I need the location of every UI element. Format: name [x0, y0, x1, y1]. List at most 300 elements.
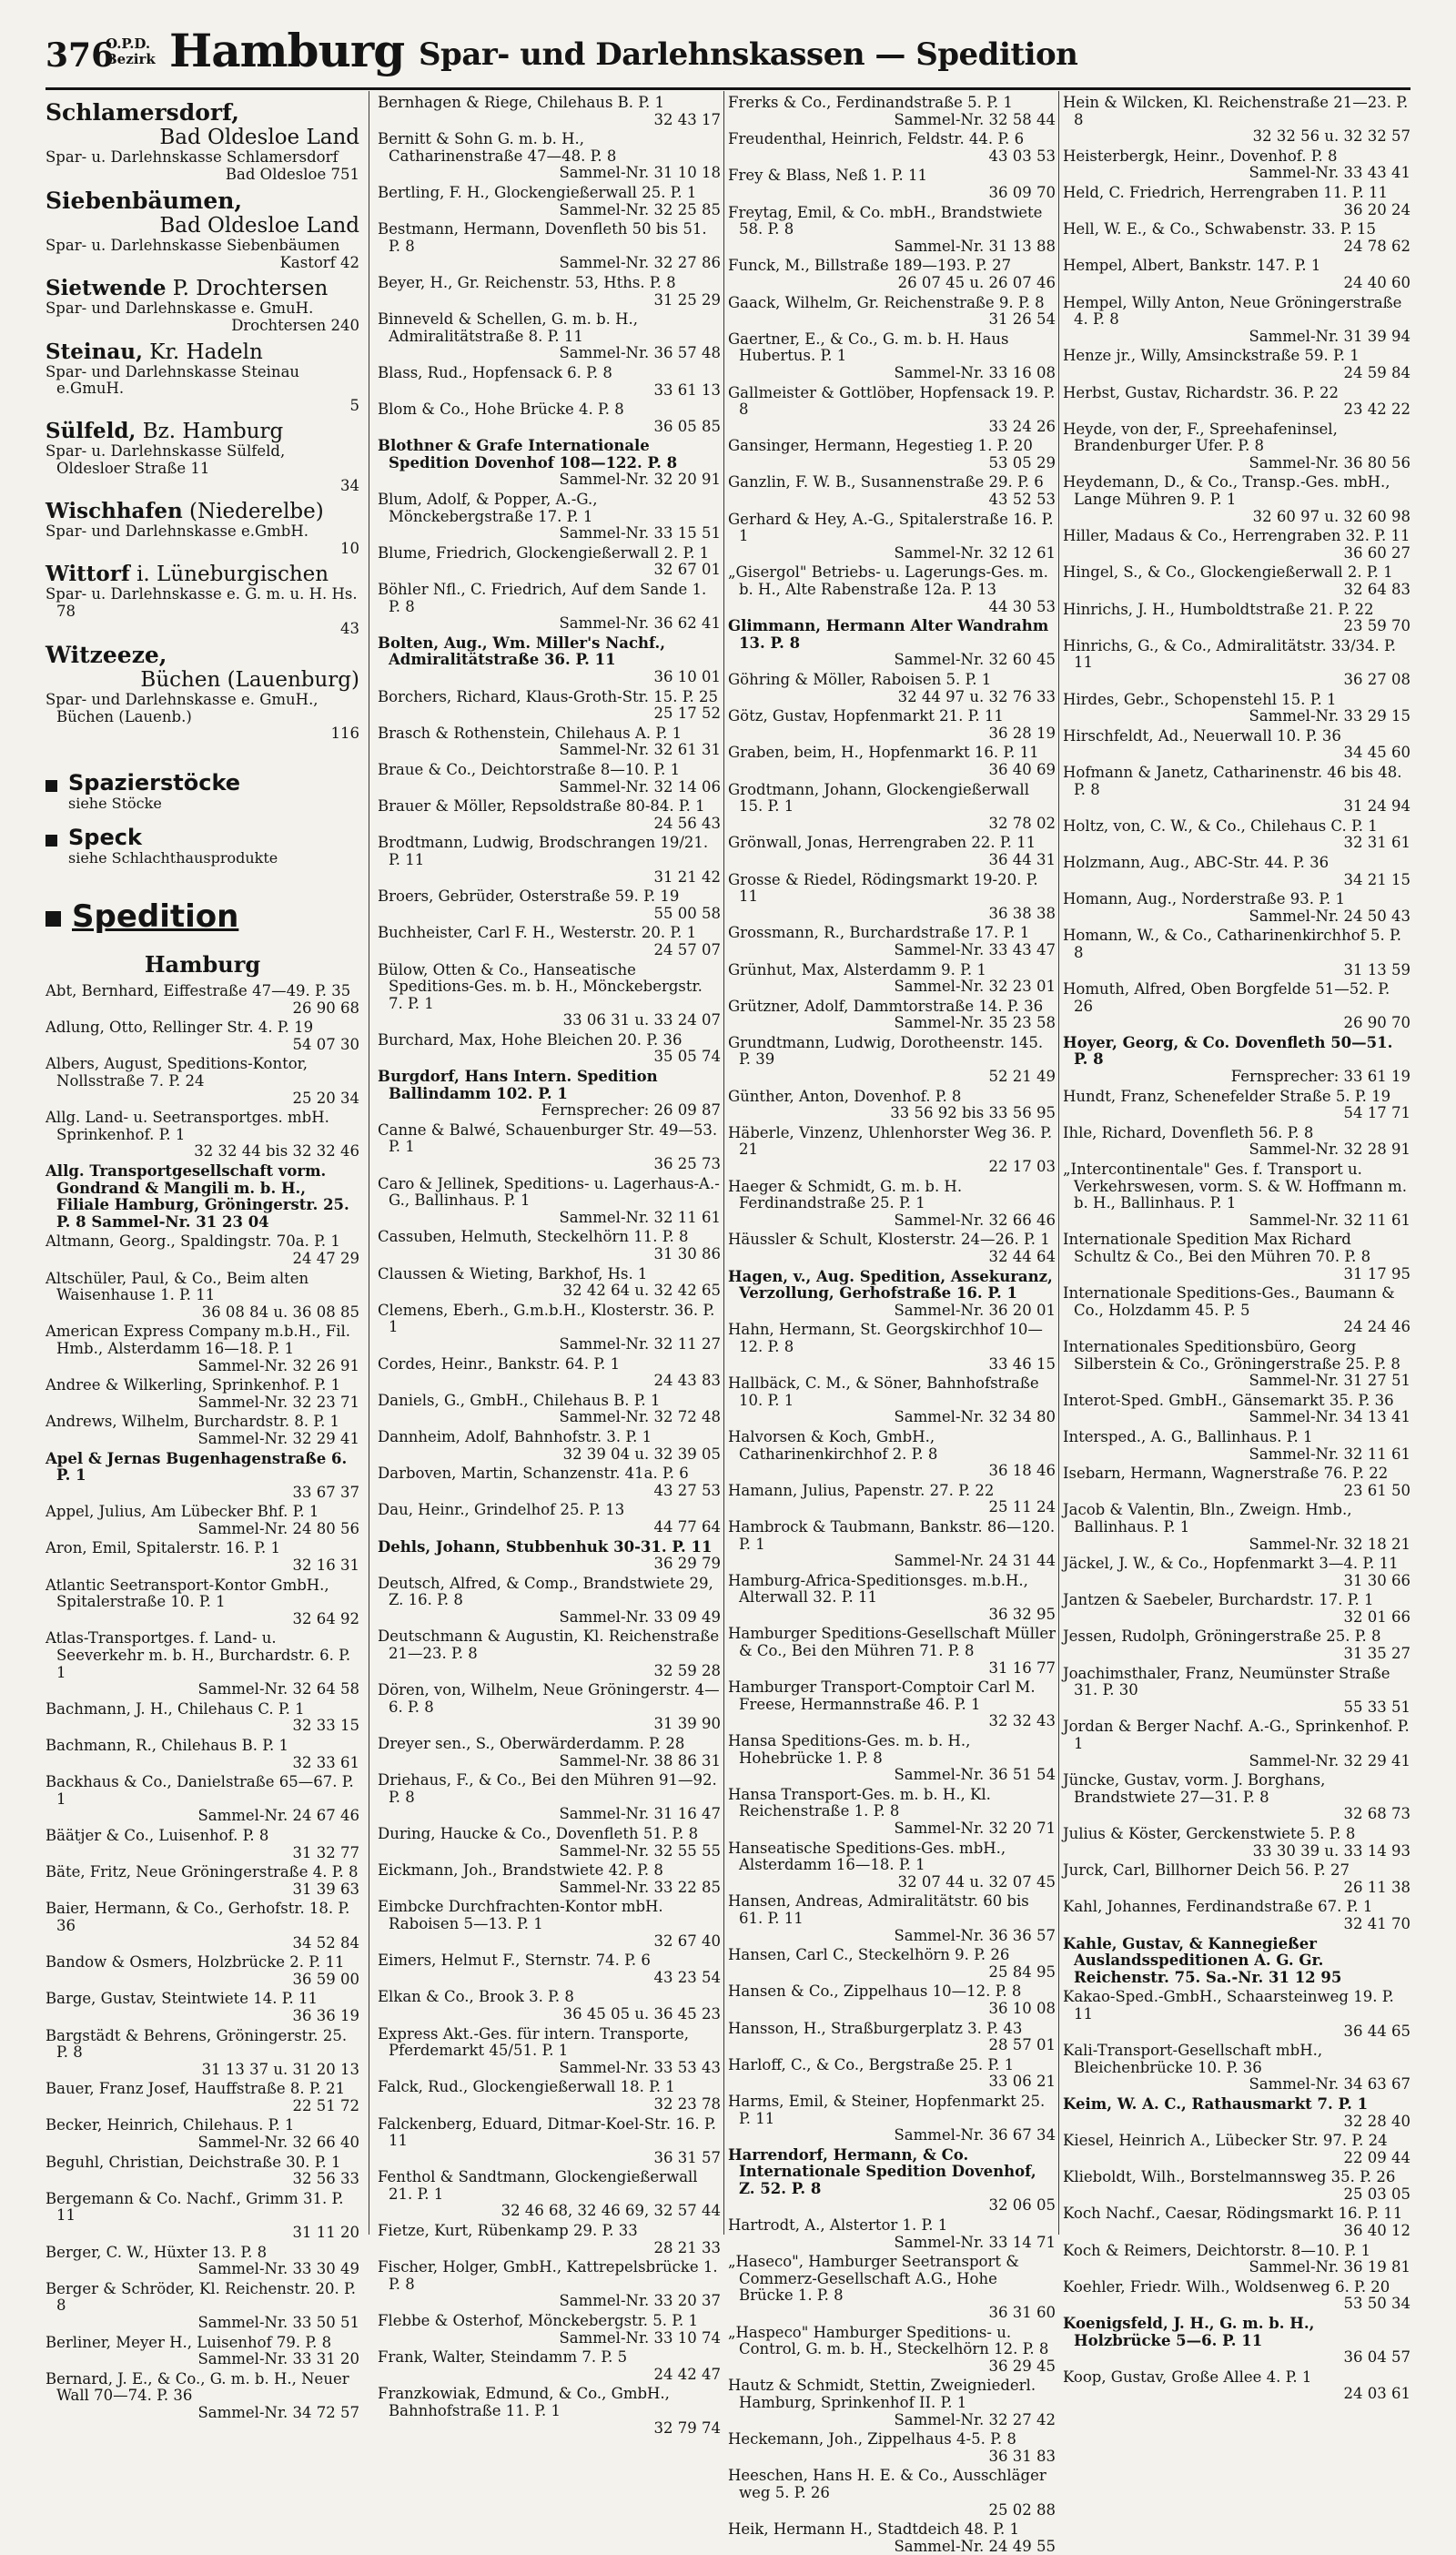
directory-entry [378, 725, 721, 759]
entry-text: Koop, Gustav, Große Allee 4. P. 1 [1063, 2367, 1312, 2386]
entry-phone: 36 25 73 [653, 1155, 721, 1173]
place-name: Sülfeld, [46, 419, 136, 444]
entry-text: Beguhl, Christian, Deichstraße 30. P. 1 [46, 2153, 341, 2171]
entry-phone: 32 43 17 [653, 110, 721, 128]
entry-phone: Sammel-Nr. 36 62 41 [559, 614, 721, 633]
entry-text: Koehler, Friedr. Wilh., Woldsenweg 6. P. 20 [1063, 2277, 1390, 2296]
entry-phone: 35 05 74 [653, 1048, 721, 1066]
entry-text: Homann, Aug., Norderstraße 93. P. 1 [1063, 890, 1345, 908]
entry-phone: Sammel-Nr. 32 11 61 [559, 1208, 721, 1226]
entry-phone: 24 56 43 [653, 814, 721, 832]
entry-text: Ihle, Richard, Dovenfleth 56. P. 8 [1063, 1123, 1314, 1141]
entry-text: Bülow, Otten & Co., Hanseatische Speditions-Ges. m. b. H., Mönckebergstr. 7. P. 1 [378, 960, 703, 1012]
entry-phone: Sammel-Nr. 32 66 40 [197, 2134, 359, 2152]
column-3 [728, 94, 1057, 2555]
directory-entry [378, 2079, 721, 2113]
entry-phone: Sammel-Nr. 33 30 49 [197, 2260, 359, 2278]
entry-phone: 31 35 27 [1343, 1645, 1410, 1663]
entry-phone: 25 03 05 [1343, 2185, 1410, 2203]
directory-entry [728, 1125, 1056, 1176]
entry-phone: Sammel-Nr. 24 50 43 [1249, 907, 1410, 925]
entry-phone: 26 90 68 [292, 999, 359, 1017]
entry-text: Heckemann, Joh., Zippelhaus 4-5. P. 8 [728, 2430, 1016, 2449]
directory-entry [378, 1952, 721, 1986]
entry-text: Bertling, F. H., Glockengießerwall 25. P. 1 [378, 183, 697, 201]
directory-entry [728, 205, 1056, 256]
entry-phone: 32 68 73 [1343, 1805, 1410, 1823]
directory-entry [378, 1122, 721, 1173]
directory-entry [378, 401, 721, 435]
directory-entry [378, 545, 721, 579]
bullet-square-icon [46, 835, 57, 847]
entry-phone: Sammel-Nr. 33 22 85 [559, 1878, 721, 1896]
entry-text: Albers, August, Speditions-Kontor, Nollsstraße 7. P. 24 [46, 1055, 308, 1090]
directory-entry [728, 782, 1056, 833]
entry-text: Daniels, G., GmbH., Chilehaus B. P. 1 [378, 1391, 661, 1409]
entry-phone: 31 25 29 [653, 290, 721, 309]
directory-entry [46, 1991, 359, 2024]
directory-entry [728, 1840, 1056, 1891]
entry-text: „Gisergol" Betriebs- u. Lagerungs-Ges. m. b. H., Alte Rabenstraße 12a. P. 13 [728, 563, 1048, 599]
entry-text: Eickmann, Joh., Brandstwiete 42. P. 8 [378, 1861, 663, 1880]
entry-text: Fietze, Kurt, Rübenkamp 29. P. 33 [378, 2222, 638, 2240]
directory-entry [728, 2021, 1056, 2054]
entry-phone: 36 31 57 [653, 2148, 721, 2166]
entry-phone: 36 29 79 [653, 1555, 721, 1573]
header-title: Spar- und Darlehnskassen — Spedition [419, 36, 1078, 73]
entry-text: Abt, Bernhard, Eiffestraße 47—49. P. 35 [46, 982, 351, 1000]
entry-phone: 32 64 92 [292, 1609, 359, 1627]
directory-entry [378, 1772, 721, 1823]
directory-entry [728, 1483, 1056, 1516]
directory-entry [728, 618, 1056, 669]
entry-phone: Sammel-Nr. 33 16 08 [894, 363, 1056, 381]
directory-entry [46, 1019, 359, 1053]
entry-phone: Sammel-Nr. 32 60 45 [894, 651, 1056, 669]
directory-entry [46, 2155, 359, 2188]
entry-phone: 32 56 33 [292, 2170, 359, 2188]
entry-phone: 44 30 53 [988, 597, 1056, 615]
entry-phone: 32 31 61 [1343, 834, 1410, 852]
page-number: 376 [46, 36, 115, 75]
entry-text: Barge, Gustav, Steintwiete 14. P. 11 [46, 1990, 318, 2008]
entry-phone: Sammel-Nr. 32 18 21 [1249, 1535, 1410, 1553]
entry-phone: 32 44 97 u. 32 76 33 [897, 687, 1056, 705]
directory-entry [46, 1954, 359, 1988]
entry-list [728, 95, 1056, 2555]
entry-phone: 24 43 83 [653, 1372, 721, 1390]
directory-entry [378, 1303, 721, 1354]
entry-text: Häussler & Schult, Klosterstr. 24—26. P. 1 [728, 1231, 1050, 1249]
directory-entry [1063, 928, 1410, 978]
entry-text: Heisterbergk, Heinr., Dovenhof. P. 8 [1063, 147, 1338, 165]
entry-phone: Sammel-Nr. 33 53 43 [559, 2058, 721, 2076]
directory-entry [1063, 185, 1410, 218]
entry-phone: Sammel-Nr. 32 11 27 [559, 1334, 721, 1353]
section-spedition [46, 898, 359, 935]
entry-phone: Sammel-Nr. 32 29 41 [1249, 1751, 1410, 1769]
entry-phone: Sammel-Nr. 36 19 81 [1249, 2258, 1410, 2276]
place-block [46, 500, 359, 557]
entry-text: Heik, Hermann H., Stadtdeich 48. P. 1 [728, 2520, 1019, 2539]
entry-phone: 26 90 70 [1343, 1014, 1410, 1032]
entry-text: Grünhut, Max, Alsterdamm 9. P. 1 [728, 960, 986, 978]
entry-phone: 32 44 64 [988, 1248, 1056, 1265]
entry-text: „Intercontinentale" Ges. f. Transport u. Verkehrswesen, vorm. S. & W. Hoffmann m. b. H., Ballinhaus. P. 1 [1063, 1161, 1407, 1212]
directory-entry [378, 798, 721, 832]
entry-text: Funck, M., Billstraße 189—193. P. 27 [728, 257, 1012, 275]
entry-text: Bauer, Franz Josef, Hauffstraße 8. P. 21 [46, 2080, 346, 2098]
entry-phone: 25 02 88 [988, 2500, 1056, 2519]
entry-phone: 36 40 12 [1343, 2222, 1410, 2240]
entry-text: Grützner, Adolf, Dammtorstraße 14. P. 36 [728, 997, 1044, 1015]
directory-entry [1063, 2279, 1410, 2313]
institution-name: Spar- u. Darlehnskasse Schlamersdorf [46, 148, 339, 166]
entry-text: Atlas-Transportges. f. Land- u. Seeverkehr m. b. H., Burchardstr. 6. P. 1 [46, 1629, 351, 1681]
directory-entry [378, 1539, 721, 1573]
directory-entry [1063, 855, 1410, 888]
directory-entry [46, 1271, 359, 1322]
entry-text: Graben, beim, H., Hopfenmarkt 16. P. 11 [728, 744, 1039, 762]
entry-phone: Sammel-Nr. 32 29 41 [197, 1429, 359, 1447]
directory-entry [728, 2521, 1056, 2555]
directory-entry [46, 1056, 359, 1107]
entry-text: Dau, Heinr., Grindelhof 25. P. 13 [378, 1501, 625, 1519]
entry-text: Hirschfeldt, Ad., Neuerwall 10. P. 36 [1063, 726, 1341, 745]
entry-text: Hinrichs, G., & Co., Admiralitätstr. 33/34. P. 11 [1063, 636, 1397, 672]
entry-text: Franzkowiak, Edmund, & Co., GmbH., Bahnhofstraße 11. P. 1 [378, 2385, 670, 2419]
directory-entry [1063, 1826, 1410, 1860]
entry-phone: 54 07 30 [292, 1035, 359, 1053]
directory-entry [378, 635, 721, 686]
directory-entry [378, 95, 721, 128]
entry-text: Böhler Nfl., C. Friedrich, Auf dem Sande 1. P. 8 [378, 581, 707, 615]
entry-text: Freytag, Emil, & Co. mbH., Brandstwiete 58. P. 8 [728, 203, 1043, 238]
see-reference: siehe Schlachthausprodukte [68, 849, 278, 867]
place-heading [46, 277, 359, 300]
entry-text: Fischer, Holger, GmbH., Kattrepelsbrücke 1. P. 8 [378, 2258, 718, 2293]
directory-entry [46, 1323, 359, 1374]
entry-text: Burgdorf, Hans Intern. Spedition Ballindamm 102. P. 1 [378, 1068, 658, 1102]
directory-entry [1063, 1989, 1410, 2040]
directory-entry [728, 2147, 1056, 2215]
entry-phone: 28 21 33 [653, 2238, 721, 2256]
entry-text: Hinrichs, J. H., Humboldtstraße 21. P. 22 [1063, 600, 1374, 618]
directory-entry [378, 888, 721, 922]
entry-phone: Sammel-Nr. 33 15 51 [559, 524, 721, 542]
place-heading [46, 563, 359, 586]
entry-phone: 36 40 69 [988, 760, 1056, 778]
entry-text: Bachmann, J. H., Chilehaus C. P. 1 [46, 1699, 305, 1718]
entry-text: Hirdes, Gebr., Schopenstehl 15. P. 1 [1063, 690, 1337, 708]
entry-text: Driehaus, F., & Co., Bei den Mühren 91—92. P. 8 [378, 1771, 717, 1806]
phone-number: Bad Oldesloe 751 [225, 165, 359, 183]
place-heading [46, 500, 359, 523]
entry-text: Hundt, Franz, Schenefelder Straße 5. P. 19 [1063, 1087, 1391, 1105]
entry-text: American Express Company m.b.H., Fil. Hmb., Alsterdamm 16—18. P. 1 [46, 1323, 351, 1357]
directory-entry [728, 999, 1056, 1032]
entry-text: Gansinger, Hermann, Hegestieg 1. P. 20 [728, 437, 1033, 455]
header-city: Hamburg [169, 24, 405, 77]
entry-text: Brasch & Rothenstein, Chilehaus A. P. 1 [378, 724, 682, 742]
directory-entry [46, 2245, 359, 2278]
entry-phone: 36 27 08 [1343, 671, 1410, 688]
entry-text: Joachimsthaler, Franz, Neumünster Straße 31. P. 30 [1063, 1664, 1390, 1699]
entry-text: Häberle, Vinzenz, Uhlenhorster Weg 36. P. 21 [728, 1123, 1053, 1159]
institution-name: Spar- und Darlehnskasse Steinau e.GmuH. [46, 362, 300, 398]
phone-number: 10 [340, 539, 359, 557]
directory-entry [728, 295, 1056, 329]
entry-phone: Sammel-Nr. 34 13 41 [1249, 1408, 1410, 1426]
entry-phone: 36 45 05 u. 36 45 23 [562, 2004, 721, 2023]
directory-entry [728, 2468, 1056, 2519]
entry-phone: 24 42 47 [653, 2365, 721, 2383]
entry-phone: Sammel-Nr. 32 23 71 [197, 1393, 359, 1411]
entry-phone: Sammel-Nr. 36 20 01 [894, 1301, 1056, 1319]
entry-phone: 32 32 44 bis 32 32 46 [194, 1142, 359, 1161]
entry-text: Grossmann, R., Burchardstraße 17. P. 1 [728, 924, 1030, 942]
directory-entry [1063, 2205, 1410, 2239]
entry-phone: 22 17 03 [988, 1158, 1056, 1176]
directory-entry [378, 2169, 721, 2220]
entry-text: Bernhagen & Riege, Chilehaus B. P. 1 [378, 94, 665, 111]
directory-entry [1063, 638, 1410, 689]
entry-phone: Sammel-Nr. 32 34 80 [894, 1408, 1056, 1426]
entry-phone: 32 42 64 u. 32 42 65 [562, 1282, 721, 1300]
directory-entry [378, 1862, 721, 1896]
entry-phone: Sammel-Nr. 32 58 44 [894, 110, 1056, 128]
directory-entry [728, 1947, 1056, 1981]
directory-entry [46, 1163, 359, 1231]
entry-phone: 24 59 84 [1343, 363, 1410, 381]
directory-entry [1063, 95, 1410, 146]
entry-phone: 31 17 95 [1343, 1264, 1410, 1283]
entry-text: Berger, C. W., Hüxter 13. P. 8 [46, 2243, 268, 2261]
directory-entry [1063, 528, 1410, 562]
place-block [46, 420, 359, 494]
entry-phone: 24 24 46 [1343, 1318, 1410, 1336]
entry-phone: 31 30 86 [653, 1245, 721, 1262]
entry-phone: Sammel-Nr. 31 16 47 [559, 1805, 721, 1823]
entry-phone: Sammel-Nr. 33 10 74 [559, 2328, 721, 2347]
entry-text: Homann, W., & Co., Catharinenkirchhof 5. P. 8 [1063, 927, 1401, 961]
directory-entry [1063, 148, 1410, 182]
entry-text: Bestmann, Hermann, Dovenfleth 50 bis 51. P. 8 [378, 220, 707, 255]
column-divider [723, 91, 724, 2235]
entry-phone: 33 61 13 [653, 380, 721, 399]
section-title: Speck [68, 825, 142, 851]
entry-phone: Sammel-Nr. 35 23 58 [894, 1014, 1056, 1032]
entry-phone: 36 10 01 [653, 668, 721, 685]
entry-phone: 24 57 07 [653, 940, 721, 958]
phone-number: 116 [330, 725, 359, 743]
directory-entry [378, 185, 721, 218]
entry-text: Hautz & Schmidt, Stettin, Zweigniederl. Hamburg, Sprinkenhof II. P. 1 [728, 2377, 1036, 2411]
entry-text: Holtz, von, C. W., & Co., Chilehaus C. P. 1 [1063, 816, 1378, 835]
entry-phone: Sammel-Nr. 32 61 31 [559, 741, 721, 759]
directory-entry [46, 2281, 359, 2332]
city-heading: Hamburg [144, 951, 261, 978]
directory-entry [378, 492, 721, 542]
directory-entry [1063, 1936, 1410, 1987]
directory-entry [728, 95, 1056, 128]
place-name: Steinau, [46, 339, 143, 364]
directory-entry [728, 1375, 1056, 1426]
entry-text: Internationales Speditionsbüro, Georg Silberstein & Co., Gröningerstraße 25. P. 8 [1063, 1337, 1400, 1373]
entry-phone: Sammel-Nr. 36 36 57 [894, 1926, 1056, 1944]
directory-entry [728, 708, 1056, 742]
directory-entry [46, 2081, 359, 2114]
entry-text: Bandow & Osmers, Holzbrücke 2. P. 11 [46, 1953, 345, 1972]
entry-text: Hempel, Willy Anton, Neue Gröningerstraße 4. P. 8 [1063, 293, 1402, 329]
entry-text: Dören, von, Wilhelm, Neue Gröningerstr. 4—6. P. 8 [378, 1681, 720, 1716]
directory-entry [1063, 2243, 1410, 2276]
directory-entry [378, 2386, 721, 2437]
directory-entry [378, 689, 721, 723]
entry-text: Klieboldt, Wilh., Borstelmannsweg 35. P. 26 [1063, 2168, 1396, 2186]
entry-text: Internationale Spedition Max Richard Schultz & Co., Bei den Mühren 70. P. 8 [1063, 1231, 1371, 1265]
entry-phone: 55 33 51 [1343, 1698, 1410, 1716]
entry-text: Jessen, Rudolph, Gröningerstraße 25. P. 8 [1063, 1627, 1381, 1646]
entry-text: Interot-Sped. GmbH., Gänsemarkt 35. P. 36 [1063, 1391, 1394, 1409]
entry-text: Darboven, Martin, Schanzenstr. 41a. P. 6 [378, 1465, 689, 1483]
entry-phone: Fernsprecher: 26 09 87 [541, 1101, 721, 1120]
directory-entry [46, 2335, 359, 2368]
entry-phone: Sammel-Nr. 33 20 37 [559, 2292, 721, 2310]
phone-number: 43 [340, 619, 359, 637]
entry-phone: 22 09 44 [1343, 2148, 1410, 2166]
entry-text: Brauer & Möller, Repsoldstraße 80-84. P. 1 [378, 797, 705, 816]
entry-list [1063, 95, 1410, 2403]
entry-phone: Sammel-Nr. 38 86 31 [559, 1751, 721, 1769]
entry-text: Caro & Jellinek, Speditions- u. Lagerhaus-A.-G., Ballinhaus. P. 1 [378, 1174, 720, 1210]
directory-entry [378, 1736, 721, 1769]
directory-entry [728, 2325, 1056, 2376]
directory-entry [728, 1269, 1056, 1320]
entry-text: Cassuben, Helmuth, Steckelhörn 11. P. 8 [378, 1228, 689, 1246]
directory-entry [46, 1774, 359, 1825]
entry-phone: 32 16 31 [292, 1556, 359, 1575]
directory-entry [46, 1504, 359, 1537]
entry-text: Hiller, Madaus & Co., Herrengraben 32. P. 11 [1063, 527, 1410, 545]
directory-entry [1063, 1592, 1410, 1626]
entry-text: Altmann, Georg., Spaldingstr. 70a. P. 1 [46, 1232, 340, 1251]
entry-text: Clemens, Eberh., G.m.b.H., Klosterstr. 36. P. 1 [378, 1301, 715, 1336]
entry-phone: 55 00 58 [653, 904, 721, 922]
entry-text: Allg. Land- u. Seetransportges. mbH. Sprinkenhof. P. 1 [46, 1109, 329, 1143]
entry-text: Gallmeister & Gottlöber, Hopfensack 19. P. 8 [728, 383, 1056, 419]
directory-entry [1063, 1089, 1410, 1122]
directory-entry [378, 1069, 721, 1120]
directory-entry [1063, 1232, 1410, 1283]
column-4 [1063, 94, 1410, 2403]
entry-phone: 34 21 15 [1343, 870, 1410, 888]
directory-entry [1063, 2043, 1410, 2094]
opd-label [106, 36, 156, 67]
bullet-square-icon [46, 911, 61, 927]
directory-entry [46, 1540, 359, 1574]
entry-text: Haeger & Schmidt, G. m. b. H. Ferdinandstraße 25. P. 1 [728, 1177, 963, 1212]
entry-phone: Sammel-Nr. 32 11 61 [1249, 1211, 1410, 1229]
entry-phone: 43 03 53 [988, 147, 1056, 165]
entry-text: Heeschen, Hans H. E. & Co., Ausschläger weg 5. P. 26 [728, 2467, 1046, 2501]
entry-text: Homuth, Alfred, Oben Borgfelde 51—52. P. 26 [1063, 980, 1390, 1015]
place-block [46, 563, 359, 637]
directory-entry [1063, 1125, 1410, 1159]
directory-entry [1063, 1429, 1410, 1463]
entry-phone: 31 24 94 [1343, 797, 1410, 816]
entry-text: Dreyer sen., S., Oberwärderdamm. P. 28 [378, 1735, 685, 1753]
entry-text: Julius & Köster, Gerckenstwiete 5. P. 8 [1063, 1825, 1356, 1842]
entry-phone: Sammel-Nr. 24 80 56 [197, 1519, 359, 1537]
directory-entry [1063, 2369, 1410, 2403]
directory-entry [1063, 258, 1410, 291]
entry-phone: 28 57 01 [988, 2036, 1056, 2054]
directory-entry [378, 762, 721, 796]
entry-phone: 31 39 63 [292, 1880, 359, 1898]
place-block [46, 340, 359, 415]
directory-entry [728, 2217, 1056, 2251]
directory-entry [378, 438, 721, 489]
place-heading [46, 340, 359, 364]
entry-text: Jantzen & Saebeler, Burchardstr. 17. P. 1 [1063, 1591, 1374, 1609]
institution-name: Spar- u. Darlehnskasse Siebenbäumen [46, 237, 340, 255]
entry-text: Appel, Julius, Am Lübecker Bhf. P. 1 [46, 1503, 319, 1521]
directory-entry [1063, 1666, 1410, 1717]
entry-text: Dehls, Johann, Stubbenhuk 30-31. P. 11 [378, 1537, 713, 1556]
entry-phone: Sammel-Nr. 33 50 51 [197, 2314, 359, 2331]
entry-text: Bachmann, R., Chilehaus B. P. 1 [46, 1737, 288, 1754]
entry-phone: 36 29 45 [988, 2357, 1056, 2375]
institution-name: Spar- und Darlehnskasse e. GmuH., Büchen (Lauenb.) [46, 691, 318, 725]
directory-entry [728, 1429, 1056, 1480]
entry-phone: 36 44 65 [1343, 2022, 1410, 2040]
entry-phone: 23 42 22 [1343, 400, 1410, 419]
directory-entry [728, 1983, 1056, 2017]
entry-phone: 31 32 77 [292, 1843, 359, 1861]
section-title: Spazierstöcke [68, 769, 241, 796]
entry-text: Jüncke, Gustav, vorm. J. Borghans, Brandstwiete 27—31. P. 8 [1063, 1771, 1326, 1806]
entry-text: Borchers, Richard, Klaus-Groth-Str. 15. P. 25 [378, 687, 718, 705]
entry-phone: 36 38 38 [988, 904, 1056, 922]
entry-text: Hein & Wilcken, Kl. Reichenstraße 21—23. P. 8 [1063, 94, 1409, 128]
entry-phone: 24 03 61 [1343, 2385, 1410, 2403]
entry-text: Hahn, Hermann, St. Georgskirchhof 10—12. P. 8 [728, 1321, 1043, 1355]
column-1 [46, 95, 359, 2421]
entry-phone: 32 33 61 [292, 1753, 359, 1771]
entry-text: Henze jr., Willy, Amsinckstraße 59. P. 1 [1063, 347, 1360, 365]
entry-phone: 36 20 24 [1343, 200, 1410, 218]
directory-entry [378, 1576, 721, 1627]
entry-phone: Sammel-Nr. 32 14 06 [559, 777, 721, 796]
directory-entry [46, 1738, 359, 1771]
entry-phone: 24 47 29 [292, 1249, 359, 1267]
directory-entry [378, 1266, 721, 1300]
entry-text: Bernard, J. E., & Co., G. m. b. H., Neuer Wall 70—74. P. 36 [46, 2369, 349, 2405]
entry-text: Braue & Co., Deichtorstraße 8—10. P. 1 [378, 760, 681, 778]
entry-text: Blum, Adolf, & Popper, A.-G., Mönckebergstraße 17. P. 1 [378, 491, 598, 525]
directory-entry [1063, 1339, 1410, 1390]
entry-phone: 31 11 20 [292, 2224, 359, 2242]
entry-text: Göhring & Möller, Raboisen 5. P. 1 [728, 671, 992, 688]
place-district: Büchen (Lauenburg) [140, 668, 359, 693]
directory-entry [378, 1032, 721, 1066]
section-title: Spedition [72, 898, 239, 936]
entry-phone: Sammel-Nr. 32 11 61 [1249, 1445, 1410, 1463]
directory-entry [378, 925, 721, 958]
directory-entry [1063, 891, 1410, 925]
directory-entry [378, 1176, 721, 1227]
